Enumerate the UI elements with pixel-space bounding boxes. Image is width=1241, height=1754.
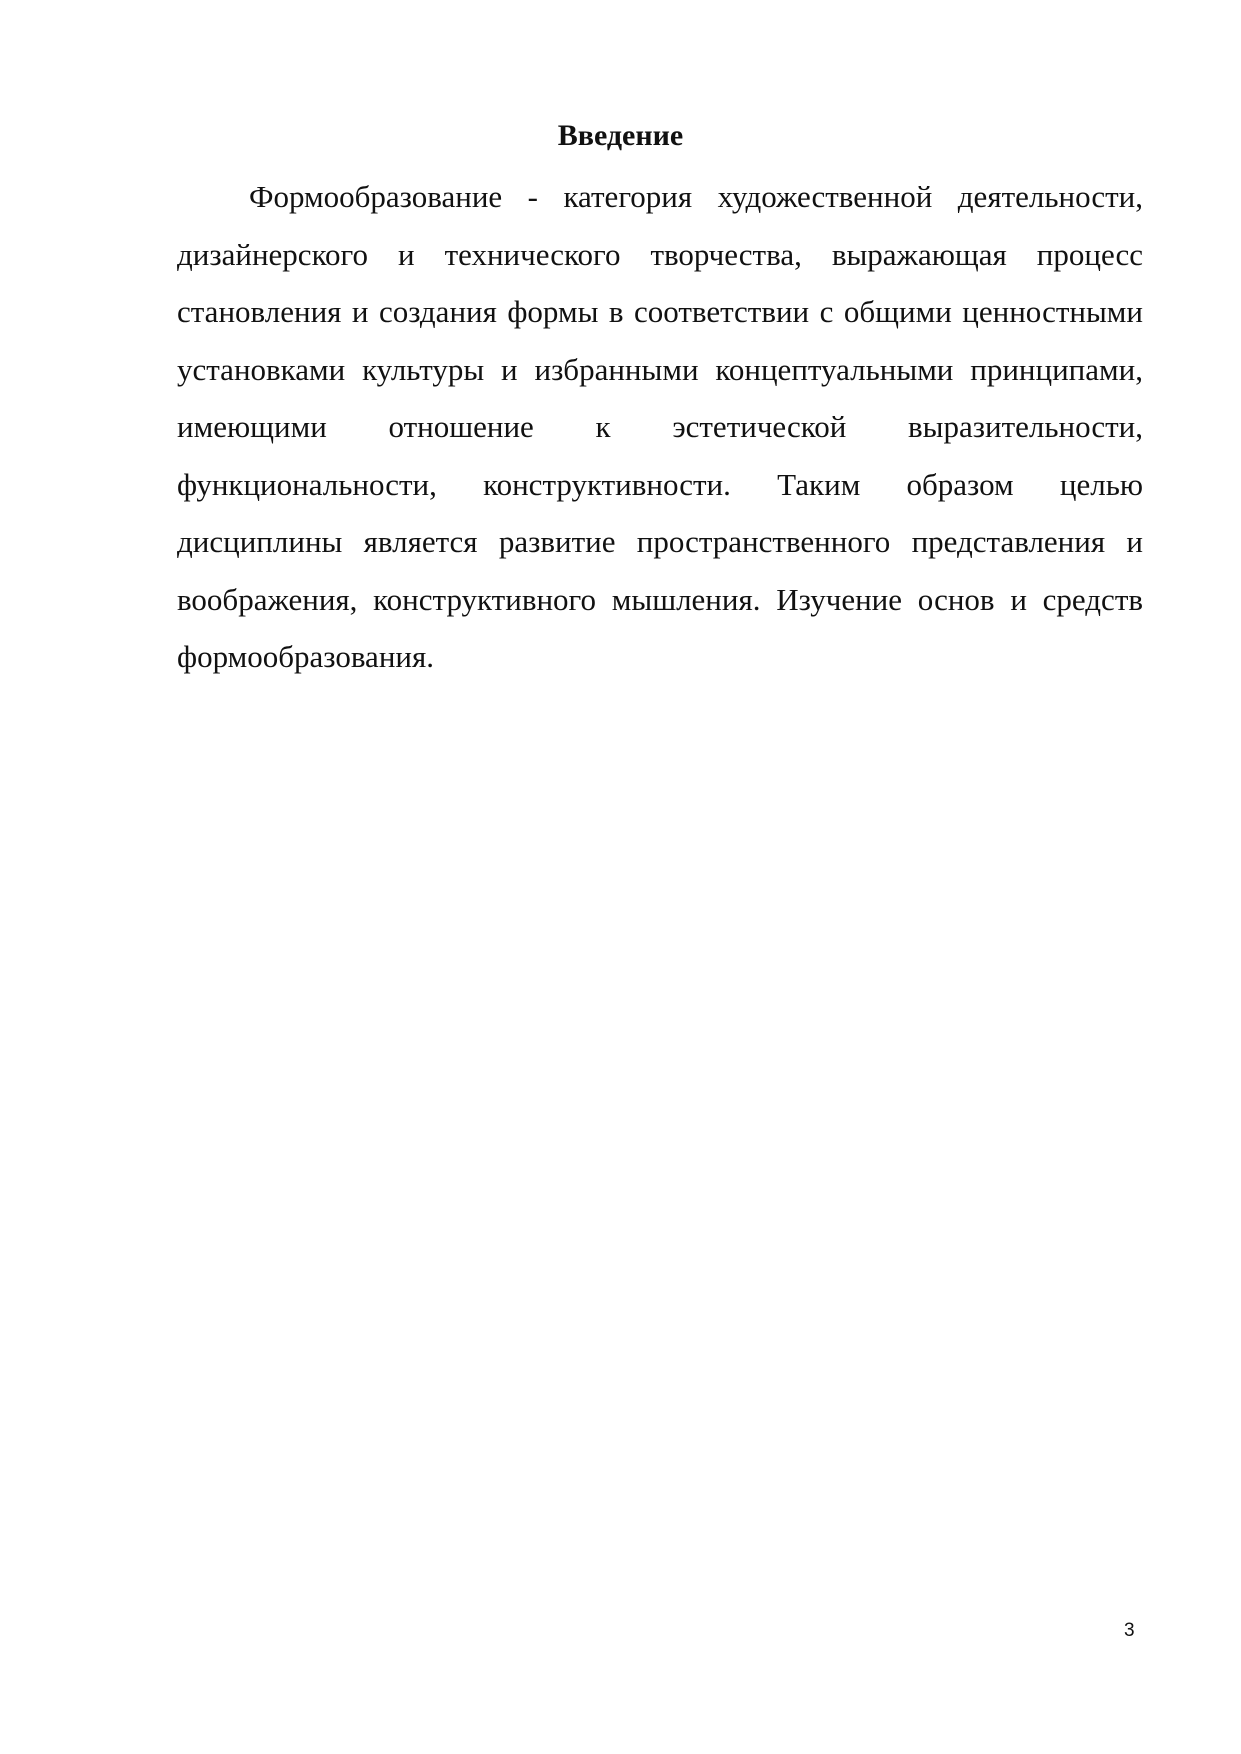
page-title: Введение xyxy=(557,119,684,152)
page-number: 3 xyxy=(1124,1620,1135,1641)
body-paragraph: Формообразование - категория художественной деятельности, дизайнерского и технического творчества, выражающая процесс становления и создания формы в соответствии с общими ценностными установками культуры и избранными концептуальными принципами, имеющими отношение к эстетической выразительности, функциональности, конструктивности. Таким образом целью дисциплины является развитие пространственного представления и воображения, конструктивного мышления. Изучение основ и средств формообразования. xyxy=(177,179,1143,674)
